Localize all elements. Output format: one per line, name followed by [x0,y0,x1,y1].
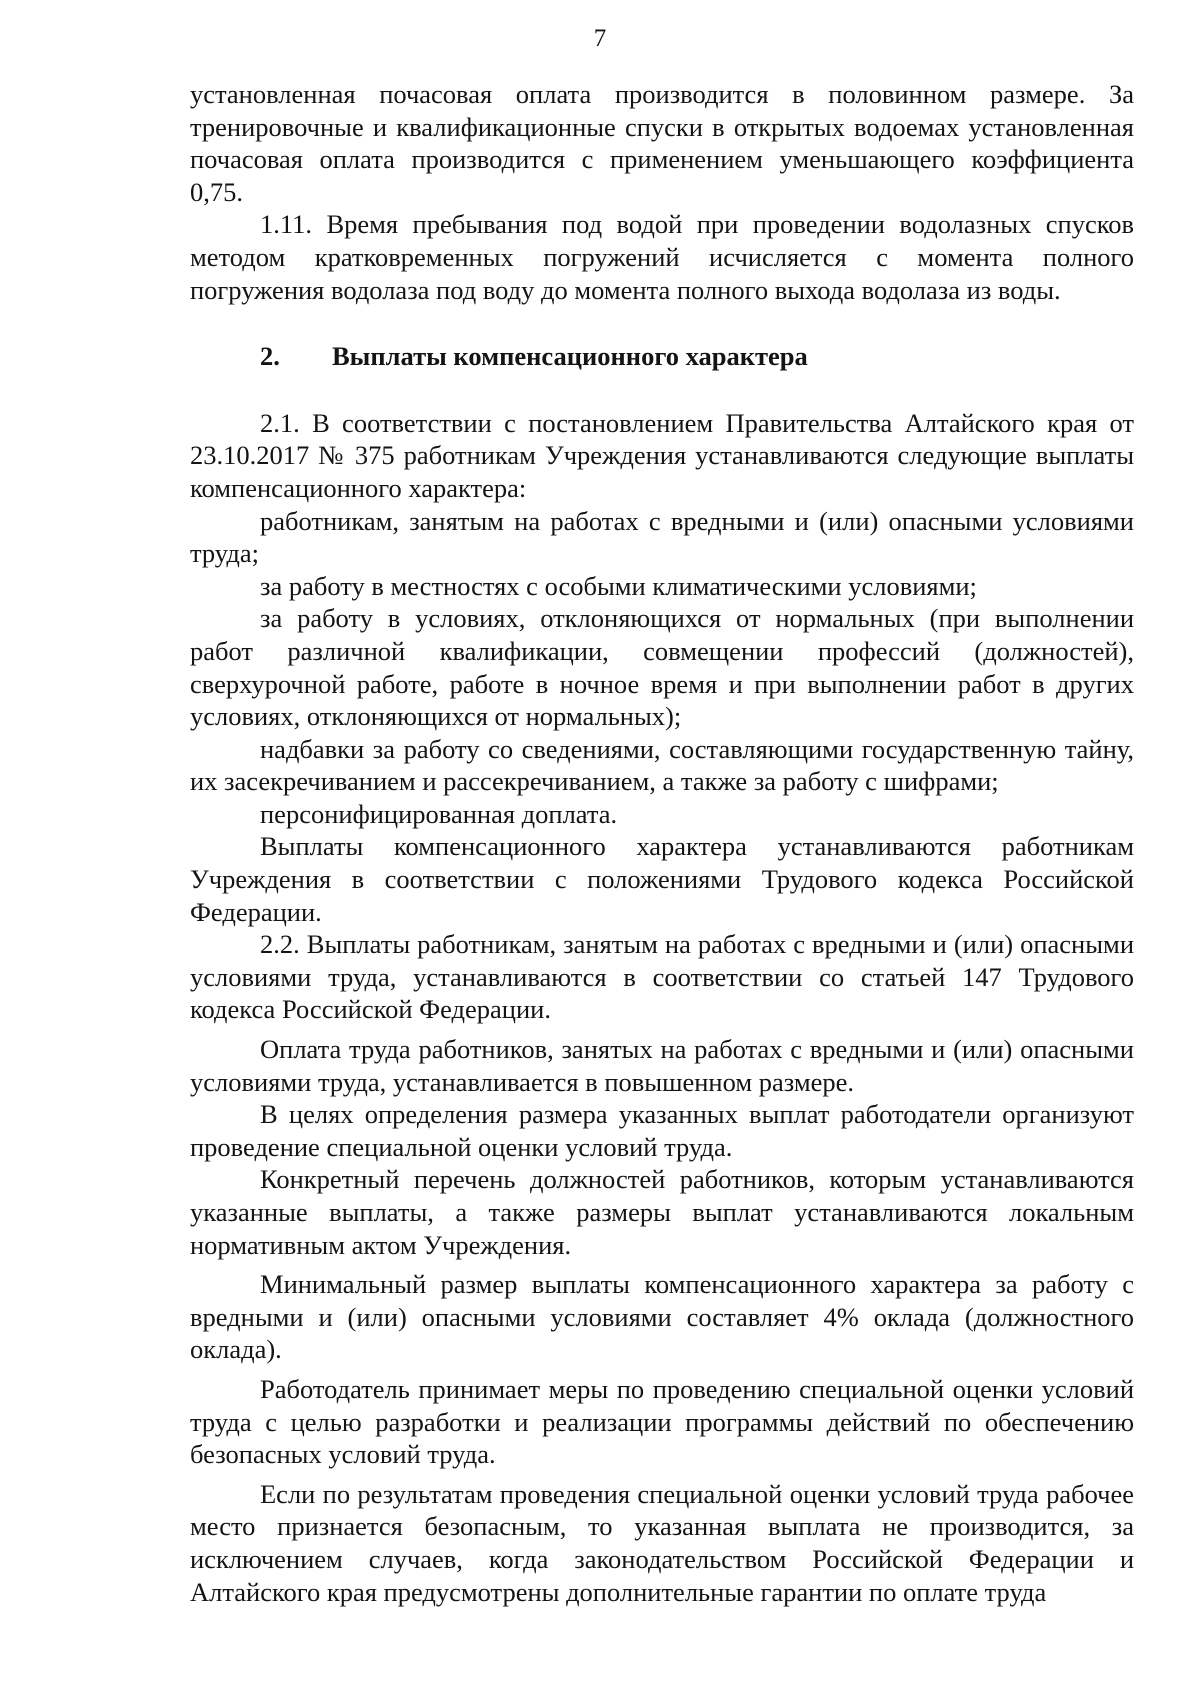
list-item: персонифицированная доплата. [260,798,618,829]
list-item: работникам, занятым на работах с вредными и (или) опасными условиями труда; [190,505,1134,569]
paragraph: Выплаты компенсационного характера устанавливаются работникам Учреждения в соответствии с положениями Трудового кодекса Российской Федерации. [190,831,1134,927]
paragraph: установленная почасовая оплата производится в половинном размере. За тренировочные и квалификационные спуски в открытых водоемах установленная почасовая оплата производится с применением уменьшающего коэффициента 0,75. [190,79,1134,207]
paragraph: Минимальный размер выплаты компенсационного характера за работу с вредными и (или) опасными условиями составляет 4% оклада (должностного оклада). [190,1269,1134,1365]
document-body [190,78,1134,1608]
list-item: за работу в местностях с особыми климатическими условиями; [260,570,977,601]
paragraph: Работодатель принимает меры по проведению специальной оценки условий труда с целью разработки и реализации программы действий по обеспечению безопасных условий труда. [190,1373,1134,1470]
section-title: Выплаты компенсационного характера [332,341,808,372]
paragraph: 1.11. Время пребывания под водой при проведении водолазных спусков методом кратковременных погружений исчисляется с момента полного погружения водолаза под воду до момента полного выхода водолаза из воды. [190,209,1134,305]
paragraph: Если по результатам проведения специальной оценки условий труда рабочее место признается безопасным, то указанная выплата не производится, за исключением случаев, когда законодательством Российской Федерации и Алтайского края предусмотрены дополнительные гарантии по оплате труда [190,1478,1134,1607]
section-number: 2. [260,341,280,372]
list-item: за работу в условиях, отклоняющихся от нормальных (при выполнении работ различной квалификации, совмещении профессий (должностей), сверхурочной работе, работе в ночное время и при выполнении работ в других условиях, отклоняющихся от нормальных); [190,603,1134,732]
section-heading [190,340,1134,373]
paragraph: В целях определения размера указанных выплат работодатели организуют проведение специальной оценки условий труда. [190,1099,1134,1162]
paragraph: 2.1. В соответствии с постановлением Правительства Алтайского края от 23.10.2017 № 375 работникам Учреждения устанавливаются следующие выплаты компенсационного характера: [190,407,1134,503]
list-item: надбавки за работу со сведениями, составляющими государственную тайну, их засекречиванием и рассекречиванием, а также за работу с шифрами; [190,733,1134,797]
paragraph: 2.2. Выплаты работникам, занятым на работах с вредными и (или) опасными условиями труда, устанавливаются в соответствии со статьей 147 Трудового кодекса Российской Федерации. [190,929,1134,1025]
paragraph: Конкретный перечень должностей работников, которым устанавливаются указанные выплаты, а также размеры выплат устанавливаются локальным нормативным актом Учреждения. [190,1164,1134,1260]
page-number: 7 [593,25,607,52]
paragraph: Оплата труда работников, занятых на работах с вредными и (или) опасными условиями труда, устанавливается в повышенном размере. [190,1034,1134,1097]
